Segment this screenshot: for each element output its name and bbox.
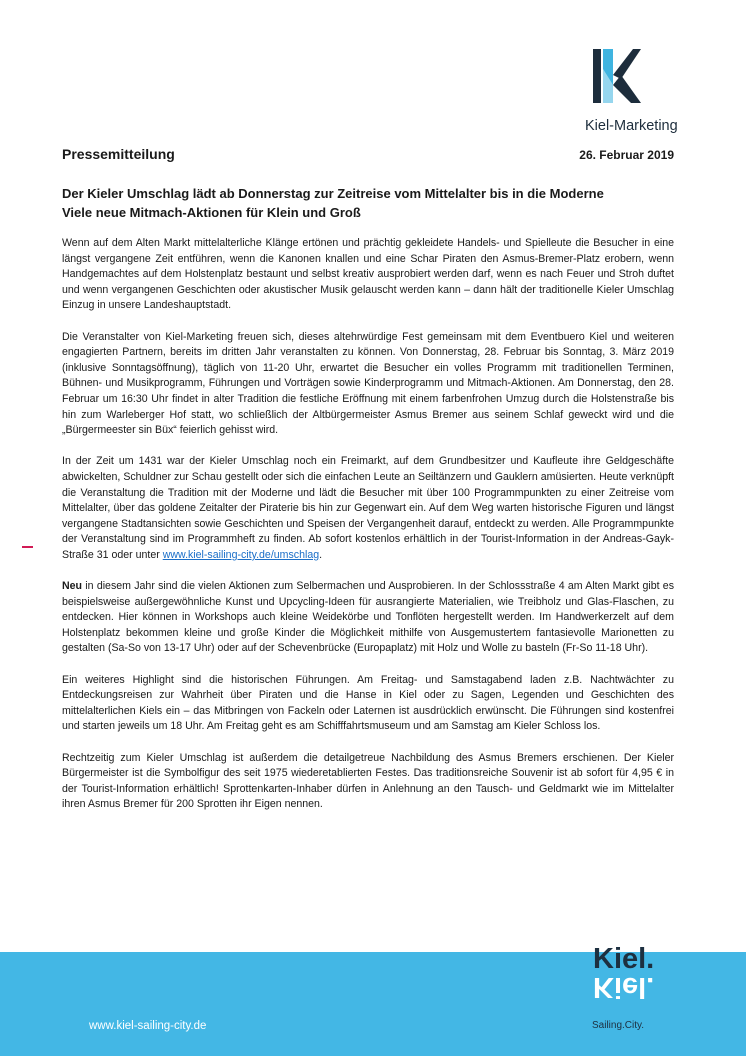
- press-date: 26. Februar 2019: [579, 148, 674, 162]
- paragraph-1: Wenn auf dem Alten Markt mittelalterliche Klänge ertönen und prächtig gekleidete Handels- und Spielleute die Besucher in eine längst vergangene Zeit entführen, wenn die Kanonen knallen und eine Schar Piraten den Asmus-Bremer-Platz erobern, wenn Handgemachtes auf dem Holstenplatz bestaunt und selbst kreativ ausprobiert werden darf, wenn es nach Feuer und Stroh duftet und wenn vergangenen Geschichten oder akustischer Musik gelauscht werden kann – dann hält der traditionelle Kieler Umschlag Einzug in unsere Landeshauptstadt.: [62, 237, 674, 312]
- paragraph-6: Rechtzeitig zum Kieler Umschlag ist außerdem die detailgetreue Nachbildung des Asmus Bremers erschienen. Der Kieler Bürgermeister ist die Symbolfigur des seit 1975 wiederetablierten Festes. Das traditionsreiche Souvenir ist ab sofort für 4,95 € in der Tourist-Information erhältlich! Sprottenkarten-Inhaber dürfen in Anlehnung an den Tausch- und Geldmarkt wie im Mittelalter ihren Asmus Bremer für 200 Sprotten ihr Eigen nennen.: [62, 751, 674, 811]
- logo-text: Kiel-Marketing: [585, 118, 678, 134]
- kiel-sailing-city-logo: [585, 944, 685, 1044]
- paragraph-3-end: .: [319, 548, 323, 561]
- paragraph-3: [62, 454, 674, 563]
- k-logo-icon: [591, 45, 643, 109]
- headline: [62, 184, 682, 222]
- paragraph-5: Ein weiteres Highlight sind die historischen Führungen. Am Freitag- und Samstagabend laden z.B. Nachtwächter zu Entdeckungsreisen zur Wahrheit über Piraten und die Hanse in Kiel oder zu Sagen, Legenden und Geschichten des mittelalterlichen Kiels ein – das Mitbringen von Fackeln oder Laternen ist ausdrücklich erwünscht. Die Führungen sind kostenfrei und starten jeweils um 18 Uhr. Am Freitag geht es am Schifffahrtsmuseum und am Samstag am Kieler Schloss los.: [62, 673, 674, 733]
- paragraph-4: [62, 579, 674, 657]
- body-text: [62, 236, 674, 829]
- paragraph-4-text: in diesem Jahr sind die vielen Aktionen zum Selbermachen und Ausprobieren. In der Schlossstraße 4 am Alten Markt gibt es beispielsweise außergewöhnliche Kunst und Upcycling-Ideen für ausrangierte Materialien, wie Treibholz und Glas-Flaschen, zu entdecken. Hier können in Workshops auch kleine Weidekörbe und Tonflöten hergestellt werden. Im Handwerkerzelt auf dem Holstenplatz bekommen kleine und große Kinder die Möglichkeit mithilfe von Ausgemustertem fantasievolle Marionetten zu gestalten (Sa-So von 13-17 Uhr) oder auf der Schevenbrücke (Europaplatz) mit Holz und Wolle zu basteln (Fr-So 11-18 Uhr).: [62, 580, 674, 655]
- margin-mark: [22, 546, 33, 548]
- headline-line-2: Viele neue Mitmach-Aktionen für Klein und Groß: [62, 205, 361, 220]
- logo-tagline: Sailing.City.: [592, 1020, 645, 1031]
- kiel-marketing-logo: [585, 45, 680, 135]
- kiel-logo-reflection: Kiel.: [593, 971, 655, 1003]
- headline-line-1: Der Kieler Umschlag lädt ab Donnerstag zur Zeitreise vom Mittelalter bis in die Moderne: [62, 186, 604, 201]
- paragraph-2: Die Veranstalter von Kiel-Marketing freuen sich, dieses altehrwürdige Fest gemeinsam mit dem Eventbuero Kiel und weiteren engagierten Partnern, bereits im dritten Jahr veranstalten zu können. Von Donnerstag, 28. Februar bis Sonntag, 3. März 2019 (inklusive Sonntagsöffnung), täglich von 11-20 Uhr, erwartet die Besucher ein volles Programm mit traditionellen Terminen, Bühnen- und Musikprogramm, Führungen und Vorträgen sowie Kinderprogramm und Mitmach-Aktionen. Am Donnerstag, den 28. Februar um 16:30 Uhr findet in alter Tradition die festliche Eröffnung mit einem farbenfrohen Umzug durch die Holstenstraße bis hin zum Warleberger Hof statt, wo schließlich der Altbürgermeister Asmus Bremer aus seinem Schlaf geweckt wird und die „Bürgermeester sin Büx“ feierlich gehisst wird.: [62, 330, 674, 437]
- paragraph-3-text: In der Zeit um 1431 war der Kieler Umschlag noch ein Freimarkt, auf dem Grundbesitzer und Kaufleute ihre Geldgeschäfte abwickelten, Schuldner zur Schau gestellt oder sich die einfachen Leute an Seiltänzern und Gauklern amüsierten. Heute verknüpft die Veranstaltung die Tradition mit der Moderne und lädt die Besucher mit über 100 Programmpunkten zu einer Zeitreise vom Mittelalter, über das goldene Zeitalter der Piraterie bis hin zur Gegenwart ein. Auf dem Weg warten historische Figuren und längst vergangene Stadtansichten sowie Geschichten und Speisen der Vergangenheit darauf, entdeckt zu werden. Alle Programmpunkte der Veranstaltung sind im Programmheft zu finden. Ab sofort kostenlos erhältlich in der Tourist-Information in der Andreas-Gayk-Straße 31 oder unter: [62, 455, 674, 561]
- program-link[interactable]: www.kiel-sailing-city.de/umschlag: [162, 548, 320, 561]
- press-release-label: Pressemitteilung: [62, 146, 175, 162]
- footer-url: www.kiel-sailing-city.de: [89, 1020, 207, 1032]
- kiel-logo-word: Kiel.: [593, 943, 655, 975]
- paragraph-4-lead: Neu: [62, 580, 83, 593]
- header-row: [62, 146, 674, 166]
